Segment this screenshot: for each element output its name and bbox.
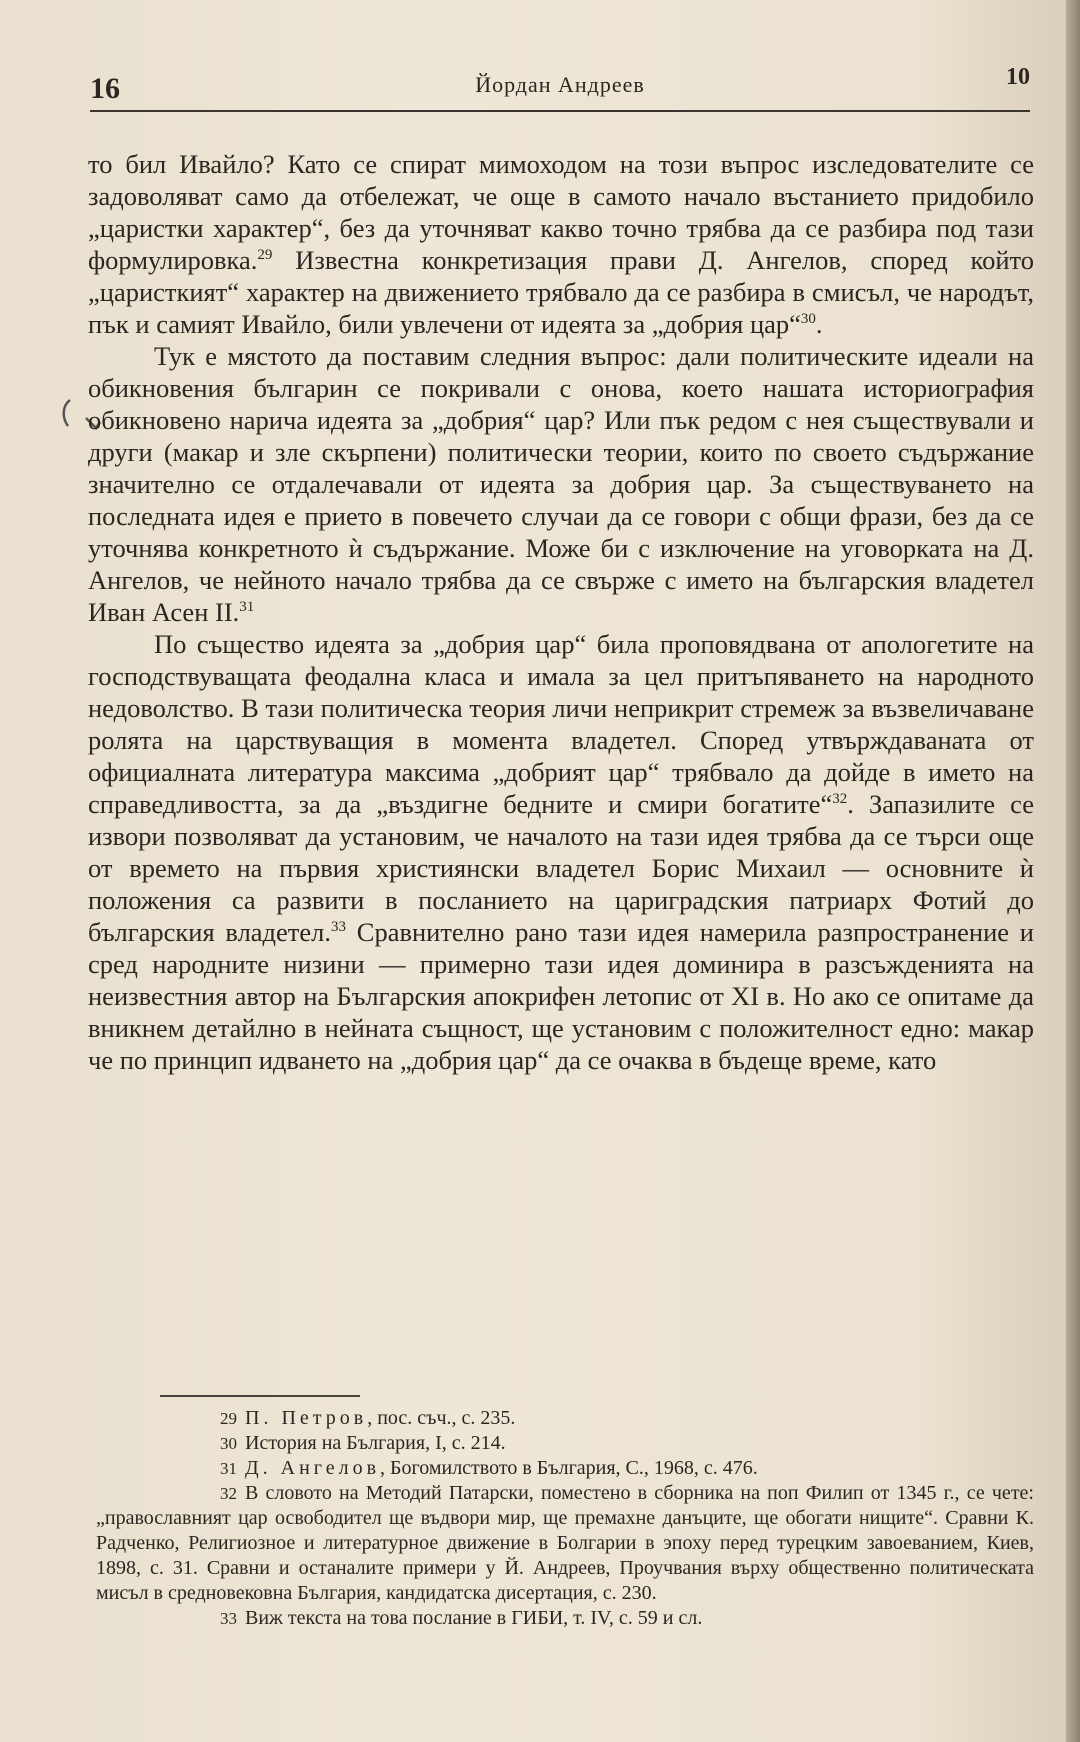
- footnote-number: 33: [220, 1609, 237, 1628]
- footnote-number: 31: [220, 1459, 237, 1478]
- header-rule: [90, 110, 1030, 112]
- footnote-29: [96, 1406, 1034, 1431]
- footnote-ref-32[interactable]: 32: [832, 791, 848, 808]
- footnote-text: В словото на Методий Патарски, поместено в сборника на поп Филип от 1345 г., се чете: „православният цар освободител ще въдвори мир, ще премахне данъците, ще обогати нищите“. Сравни К. Радченко, Религиозное и литературное движение в Болгарии в эпоху перед турецким завоеванием, Киев, 1898, с. 31. Сравни и останалите примери у Й. Андреев, Проучвания върху общественно политическата мисъл в средновековна България, кандидатска дисертация, с. 230.: [96, 1482, 1034, 1604]
- footnote-separator: [160, 1395, 360, 1397]
- paragraph-3-text-c: Сравнително рано тази идея намерила разпространение и сред народните низини — примерно тази идея доминира в разсъжденията на неизвестния автор на Българския апокрифен летопис от XI в. Но ако се опитаме да вникнем детайлно в нейната същност, ще установим с положителност едно: макар че по принцип идването на „добрия цар“ да се очаква в бъдеще време, като: [88, 917, 1034, 1075]
- paragraph-2-text: Тук е мястото да поставим следния въпрос: дали политическите идеали на обикновения българин се покривали с онова, което нашата историография обикновено нарича идеята за „добрия“ цар? Или пък редом с нея съществували и други (макар и зле скърпени) политически теории, които по своето съдържание значително се отдалечавали от идеята за добрия цар. За съществуването на последната идея е прието в повечето случаи да се говори с общи фрази, без да се уточнява конкретното ѝ съдържание. Може би с изключение на уговорката на Д. Ангелов, че нейното начало трябва да се свърже с името на българския владетел Иван Асен II.: [88, 341, 1034, 627]
- footnote-30: [96, 1431, 1034, 1456]
- paragraph-1: [88, 148, 1034, 340]
- footnote-number: 32: [220, 1484, 237, 1503]
- footnote-text: Виж текста на това послание в ГИБИ, т. IV, с. 59 и сл.: [245, 1607, 703, 1629]
- footnote-number: 30: [220, 1434, 237, 1453]
- footnote-32: [96, 1481, 1034, 1606]
- footnote-31: [96, 1456, 1034, 1481]
- page-edge-shadow: [1066, 0, 1080, 1742]
- paragraph-3-text-b: . Запазилите се извори позволяват да установим, че началото на тази идея трябва да се търси още от времето на първия християнски владетел Борис Михаил — основните ѝ положения са развити в посланието на цариградския патриарх Фотий до българския владетел.: [88, 789, 1034, 947]
- footnote-ref-33[interactable]: 33: [331, 919, 346, 936]
- sheet-number: 10: [1006, 64, 1030, 90]
- page-number: 16: [90, 72, 120, 105]
- paragraph-3: [88, 628, 1034, 1076]
- paragraph-1-text-c: .: [815, 309, 823, 339]
- footnote-text: История на България, I, с. 214.: [245, 1432, 506, 1454]
- paragraph-1-text: то бил Ивайло? Като се спират мимоходом на този въпрос изследователите се задоволяват само да отбележат, че още в самото начало въстанието придобило „царистки характер“, без да уточняват какво точно трябва да се разбира под тази формулировка.: [88, 149, 1034, 275]
- running-title: Йордан Андреев: [475, 72, 645, 97]
- footnote-author: Д. Ангелов: [245, 1457, 381, 1479]
- paragraph-3-text: По същество идеята за „добрия цар“ била проповядвана от апологетите на господствуващата феодална класа и имала за цел притъпяването на народното недоволство. В тази политическа теория личи неприкрит стремеж за възвеличаване ролята на царствуващия в момента владетел. Според утвърждаваната от официалната литература максима „добрият цар“ трябвало да дойде в името на справедливостта, за да „въздигне бедните и смири богатите“: [88, 629, 1034, 819]
- paragraph-2: [88, 340, 1034, 628]
- page-header: [90, 62, 1030, 108]
- footnote-ref-31[interactable]: 31: [239, 599, 255, 616]
- body-text: [88, 148, 1034, 1076]
- footnote-text: , пос. съч., с. 235.: [367, 1407, 516, 1429]
- footnote-number: 29: [220, 1409, 237, 1428]
- footnote-33: [96, 1606, 1034, 1631]
- footnotes: [96, 1406, 1034, 1631]
- footnote-author: П. Петров: [245, 1407, 368, 1429]
- footnote-ref-29[interactable]: 29: [257, 247, 273, 264]
- footnote-ref-30[interactable]: 30: [800, 311, 816, 328]
- paragraph-1-text-b: Известна конкретизация прави Д. Ангелов, според който „царисткият“ характер на движението трябвало да се разбира в смисъл, че народът, пък и самият Ивайло, били увлечени от идеята за „добрия цар“: [88, 245, 1034, 339]
- footnote-text: , Богомилството в България, С., 1968, с. 476.: [380, 1457, 758, 1479]
